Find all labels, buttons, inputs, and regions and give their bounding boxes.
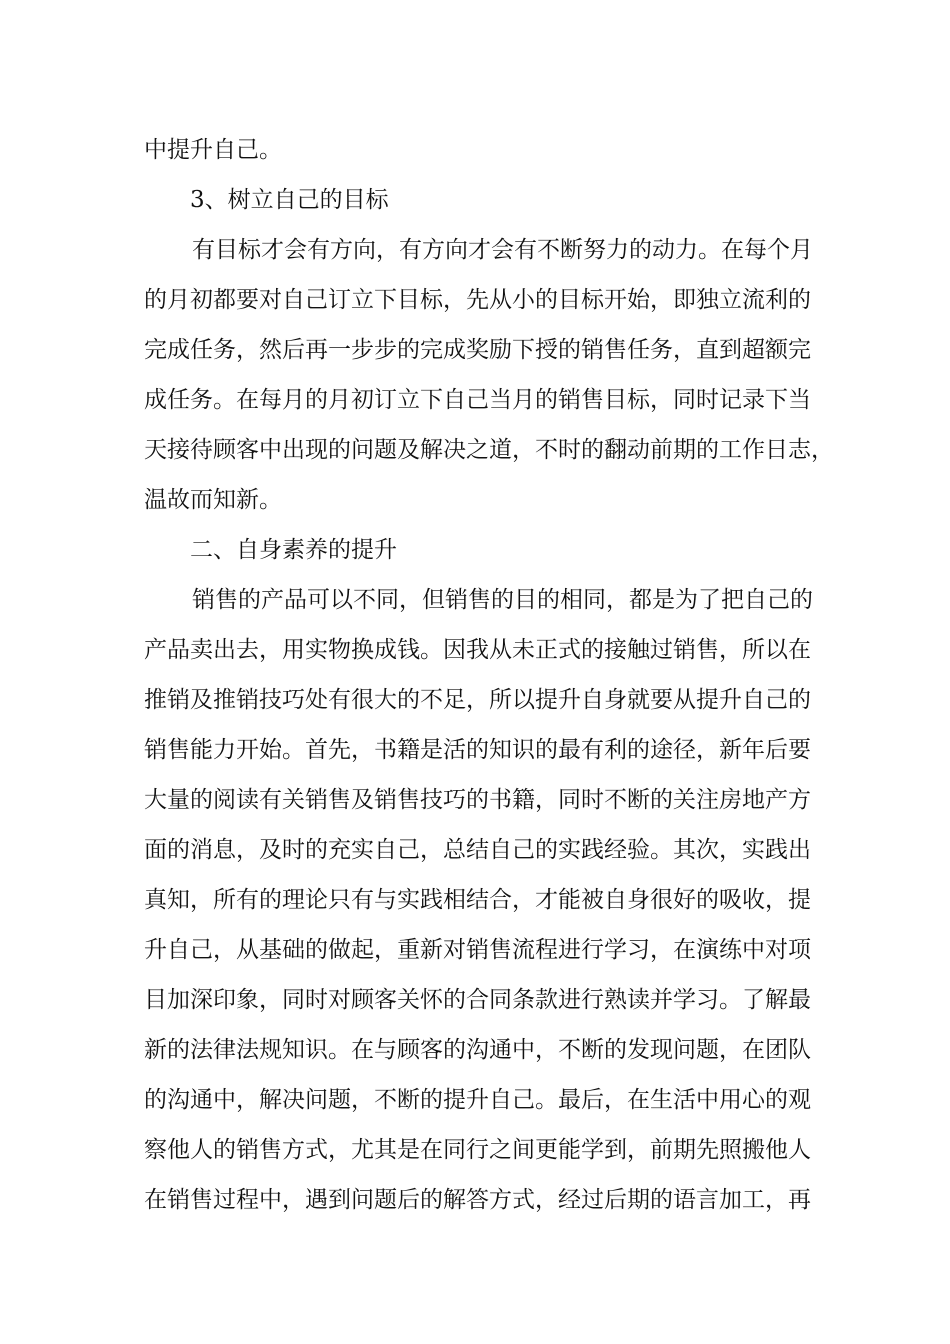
paragraph-line: 推销及推销技巧处有很大的不足，所以提升自身就要从提升自己的 [144, 687, 811, 713]
paragraph-line: 中提升自己。 [144, 137, 282, 163]
paragraph-line: 销售能力开始。首先，书籍是活的知识的最有利的途径，新年后要 [144, 737, 811, 763]
paragraph-line: 销售的产品可以不同，但销售的目的相同，都是为了把自己的 [192, 587, 813, 613]
paragraph-line: 温故而知新。 [144, 487, 282, 513]
paragraph-line: 天接待顾客中出现的问题及解决之道，不时的翻动前期的工作日志， [144, 437, 834, 463]
paragraph-line: 升自己，从基础的做起，重新对销售流程进行学习，在演练中对项 [144, 937, 811, 963]
paragraph-line: 目加深印象，同时对顾客关怀的合同条款进行熟读并学习。了解最 [144, 987, 811, 1013]
paragraph-line: 的月初都要对自己订立下目标，先从小的目标开始，即独立流利的 [144, 287, 811, 313]
paragraph-line: 成任务。在每月的月初订立下自己当月的销售目标，同时记录下当 [144, 387, 811, 413]
paragraph-line: 在销售过程中，遇到问题后的解答方式，经过后期的语言加工，再 [144, 1187, 811, 1213]
paragraph-line: 新的法律法规知识。在与顾客的沟通中，不断的发现问题，在团队 [144, 1037, 811, 1063]
paragraph-line: 面的消息，及时的充实自己，总结自己的实践经验。其次，实践出 [144, 837, 811, 863]
section-heading: 二、自身素养的提升 [190, 537, 397, 563]
paragraph-line: 完成任务，然后再一步步的完成奖励下授的销售任务，直到超额完 [144, 337, 811, 363]
paragraph-line: 的沟通中，解决问题，不断的提升自己。最后，在生活中用心的观 [144, 1087, 811, 1113]
paragraph-line: 产品卖出去，用实物换成钱。因我从未正式的接触过销售，所以在 [144, 637, 811, 663]
paragraph-line: 真知，所有的理论只有与实践相结合，才能被自身很好的吸收，提 [144, 887, 811, 913]
paragraph-line: 察他人的销售方式，尤其是在同行之间更能学到，前期先照搬他人 [144, 1137, 811, 1163]
subsection-heading: 3、树立自己的目标 [190, 187, 389, 213]
paragraph-line: 有目标才会有方向，有方向才会有不断努力的动力。在每个月 [192, 237, 813, 263]
paragraph-line: 大量的阅读有关销售及销售技巧的书籍，同时不断的关注房地产方 [144, 787, 811, 813]
